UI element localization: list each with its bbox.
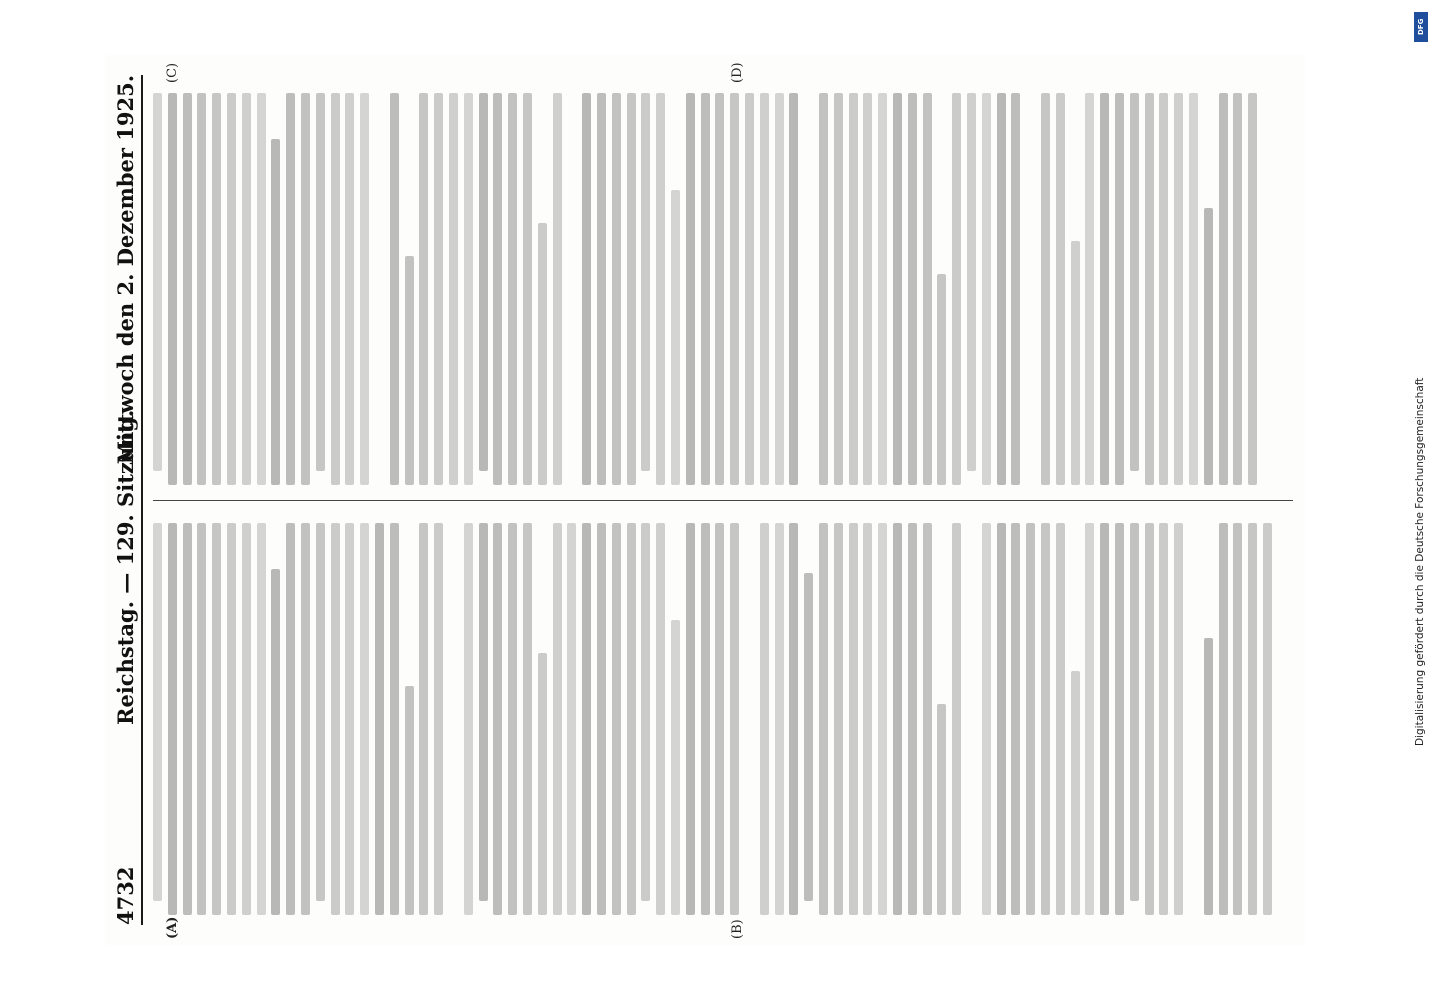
text-line: [1130, 523, 1139, 901]
text-line: [1115, 523, 1124, 915]
text-line: [1248, 523, 1257, 915]
text-line: [316, 93, 325, 471]
text-line: [479, 523, 488, 901]
text-line: [819, 93, 828, 485]
text-line: [464, 523, 473, 915]
text-line: [345, 523, 354, 915]
text-line: [715, 523, 724, 915]
credit-text: Digitalisierung gefördert durch die Deutsche Forschungsgemeinschaft: [1414, 377, 1426, 746]
page-header: [113, 75, 143, 925]
text-line: [1174, 93, 1183, 485]
text-line: [834, 93, 843, 485]
text-line: [567, 523, 576, 915]
text-line: [597, 93, 606, 485]
text-line: [464, 93, 473, 485]
text-line: [656, 523, 665, 915]
text-line: [1204, 208, 1213, 485]
text-line: [1115, 93, 1124, 485]
text-line: [434, 523, 443, 915]
session-date: Mittwoch den 2. Dezember 1925.: [113, 75, 138, 465]
text-line: [641, 523, 650, 901]
text-line: [375, 523, 384, 915]
dfg-logo: DFG: [1414, 12, 1428, 42]
text-line: [1011, 523, 1020, 915]
text-line: [1085, 523, 1094, 915]
text-line: [686, 523, 695, 915]
text-line: [923, 93, 932, 485]
text-line: [1204, 638, 1213, 915]
text-line: [405, 686, 414, 915]
text-line: [641, 93, 650, 471]
text-line: [789, 523, 798, 915]
text-line: [789, 93, 798, 485]
margin-marker-b: (B): [730, 919, 745, 939]
text-line: [360, 523, 369, 915]
document-page: [105, 55, 1305, 945]
text-line: [908, 523, 917, 915]
left-text-column: [153, 515, 1293, 915]
text-line: [1145, 523, 1154, 915]
text-line: [242, 93, 251, 485]
text-line: [523, 93, 532, 485]
text-line: [1100, 523, 1109, 915]
text-line: [1233, 93, 1242, 485]
text-line: [582, 523, 591, 915]
text-line: [1026, 523, 1035, 915]
text-line: [849, 523, 858, 915]
text-line: [301, 523, 310, 915]
page-number: 4732: [113, 866, 138, 925]
text-line: [1041, 523, 1050, 915]
text-line: [1130, 93, 1139, 471]
text-line: [863, 523, 872, 915]
text-line: [982, 93, 991, 485]
text-line: [908, 93, 917, 485]
text-line: [1174, 523, 1183, 915]
text-line: [878, 523, 887, 915]
text-line: [627, 523, 636, 915]
text-line: [671, 190, 680, 485]
text-line: [760, 523, 769, 915]
text-line: [183, 523, 192, 915]
text-line: [153, 93, 162, 471]
text-line: [316, 523, 325, 901]
text-line: [1056, 523, 1065, 915]
digitization-credit: [1412, 6, 1432, 996]
text-line: [952, 523, 961, 915]
column-divider: [153, 500, 1293, 501]
text-line: [493, 93, 502, 485]
text-line: [775, 523, 784, 915]
text-line: [893, 93, 902, 485]
text-line: [1145, 93, 1154, 485]
text-line: [1219, 523, 1228, 915]
text-line: [153, 523, 162, 901]
text-line: [242, 523, 251, 915]
text-line: [923, 523, 932, 915]
text-line: [1159, 523, 1168, 915]
text-line: [508, 523, 517, 915]
text-line: [1011, 93, 1020, 485]
text-line: [686, 93, 695, 485]
text-line: [212, 93, 221, 485]
text-line: [523, 523, 532, 915]
text-line: [257, 523, 266, 915]
text-line: [449, 93, 458, 485]
text-line: [745, 93, 754, 485]
text-line: [390, 523, 399, 915]
text-line: [863, 93, 872, 485]
text-line: [1056, 93, 1065, 485]
text-line: [715, 93, 724, 485]
text-line: [168, 93, 177, 485]
text-line: [804, 573, 813, 901]
text-line: [1219, 93, 1228, 485]
text-line: [538, 653, 547, 915]
margin-marker-c: (C): [165, 62, 180, 83]
text-line: [345, 93, 354, 485]
text-line: [597, 523, 606, 915]
text-line: [849, 93, 858, 485]
text-line: [1071, 241, 1080, 485]
text-line: [760, 93, 769, 485]
text-line: [360, 93, 369, 485]
text-line: [819, 523, 828, 915]
text-line: [893, 523, 902, 915]
text-line: [730, 93, 739, 485]
text-line: [1159, 93, 1168, 485]
text-line: [331, 523, 340, 915]
text-line: [197, 523, 206, 915]
text-line: [286, 523, 295, 915]
text-line: [997, 523, 1006, 915]
text-line: [878, 93, 887, 485]
text-line: [612, 523, 621, 915]
text-line: [656, 93, 665, 485]
text-line: [493, 523, 502, 915]
text-line: [671, 620, 680, 915]
text-line: [183, 93, 192, 485]
text-line: [775, 93, 784, 485]
text-line: [937, 704, 946, 915]
text-line: [1041, 93, 1050, 485]
text-line: [952, 93, 961, 485]
text-line: [419, 523, 428, 915]
text-line: [434, 93, 443, 485]
text-line: [286, 93, 295, 485]
text-line: [937, 274, 946, 485]
text-line: [1189, 93, 1198, 485]
text-line: [1071, 671, 1080, 915]
text-line: [301, 93, 310, 485]
text-line: [1248, 93, 1257, 485]
text-line: [612, 93, 621, 485]
right-text-column: [153, 85, 1293, 485]
text-line: [257, 93, 266, 485]
text-line: [701, 93, 710, 485]
text-line: [553, 93, 562, 485]
text-line: [227, 523, 236, 915]
text-line: [405, 256, 414, 485]
text-line: [271, 569, 280, 915]
text-line: [1263, 523, 1272, 915]
session-title: Reichstag. — 129. Sitzung.: [113, 409, 138, 725]
text-line: [331, 93, 340, 485]
text-line: [419, 93, 428, 485]
text-line: [538, 223, 547, 485]
text-line: [730, 523, 739, 915]
text-line: [197, 93, 206, 485]
text-line: [967, 93, 976, 471]
text-line: [701, 523, 710, 915]
margin-marker-d: (D): [730, 62, 745, 83]
text-line: [212, 523, 221, 915]
text-line: [582, 93, 591, 485]
text-line: [627, 93, 636, 485]
text-line: [390, 93, 399, 485]
text-line: [479, 93, 488, 471]
text-line: [508, 93, 517, 485]
text-line: [227, 93, 236, 485]
margin-marker-a: (A): [165, 916, 180, 939]
text-line: [834, 523, 843, 915]
text-line: [1100, 93, 1109, 485]
text-line: [997, 93, 1006, 485]
text-line: [982, 523, 991, 915]
text-line: [1085, 93, 1094, 485]
text-line: [168, 523, 177, 915]
text-line: [271, 139, 280, 485]
text-line: [553, 523, 562, 915]
text-line: [1233, 523, 1242, 915]
